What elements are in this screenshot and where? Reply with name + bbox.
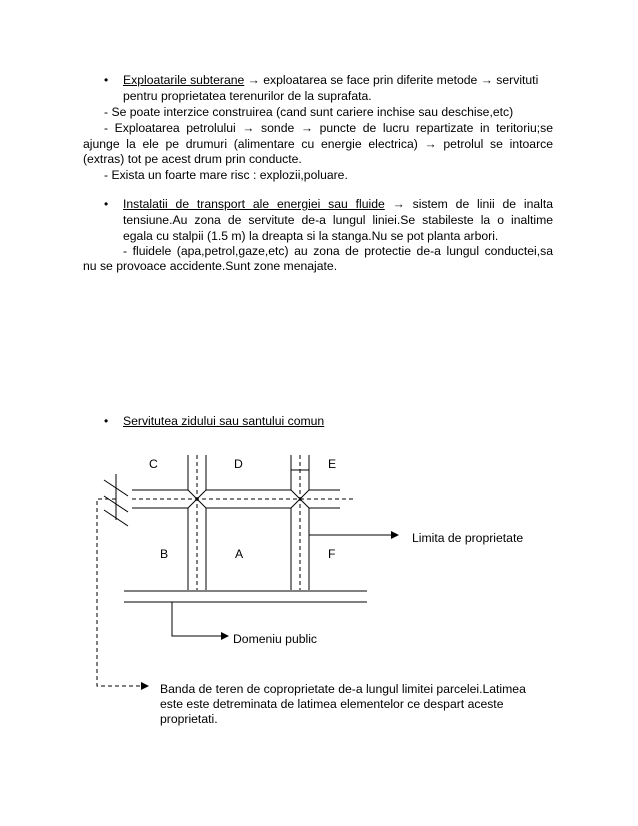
- plot-label-a: A: [235, 547, 244, 561]
- section3-title: Servitutea zidului sau santului comun: [123, 414, 325, 428]
- section2-line4: - fluidele (apa,petrol,gaze,etc) au zona de protectie de-a lungul conductei,sa: [123, 244, 553, 258]
- domeniu-label: Domeniu public: [233, 632, 318, 646]
- bullet-marker: •: [104, 197, 109, 211]
- section2-line2: tensiune.Au zona de servitute de-a lungul liniei.Se stabileste la o inaltime: [123, 213, 553, 227]
- plot-label-f: F: [328, 547, 336, 561]
- section2-line1-rest: → sistem de linii de inalta: [392, 197, 554, 211]
- bullet-marker: •: [104, 73, 109, 87]
- section1-line5: ajunge la ele pe drumuri (alimentare cu energie electrica) → petrolul se intoarce: [83, 137, 553, 151]
- banda-line3: proprietati.: [160, 712, 218, 726]
- section1-line6: (extras) tot pe acest drum prin conducte.: [83, 152, 302, 166]
- section1-line1-rest: → exploatarea se face prin diferite metode → servituti: [247, 73, 539, 87]
- section1-line4: - Exploatarea petrolului → sonde → puncte de lucru repartizate in teritoriu;se: [104, 121, 553, 135]
- plot-label-c: C: [149, 457, 158, 471]
- section2-line5: nu se provoace accidente.Sunt zone menajate.: [83, 259, 338, 273]
- section1-line2: pentru proprietatea terenurilor de la suprafata.: [123, 89, 372, 103]
- banda-line1: Banda de teren de coproprietate de-a lungul limitei parcelei.Latimea: [160, 682, 526, 696]
- section2-line3: egala cu stalpii (1.5 m) la dreapta si la stanga.Nu se pot planta arbori.: [123, 229, 499, 243]
- banda-line2: este este detreminata de latimea elementelor ce despart aceste: [160, 697, 504, 711]
- section1-line7: - Exista un foarte mare risc : explozii,poluare.: [104, 168, 348, 182]
- section1-line3: - Se poate interzice construirea (cand sunt cariere inchise sau deschise,etc): [104, 105, 514, 119]
- limita-label: Limita de proprietate: [412, 531, 524, 545]
- plot-label-d: D: [234, 457, 243, 471]
- bullet-marker: •: [104, 414, 109, 428]
- plot-label-e: E: [328, 457, 337, 471]
- plot-label-b: B: [160, 547, 169, 561]
- section1-title: Exploatarile subterane: [123, 73, 245, 87]
- section2-title: Instalatii de transport ale energiei sau fluide: [123, 197, 385, 211]
